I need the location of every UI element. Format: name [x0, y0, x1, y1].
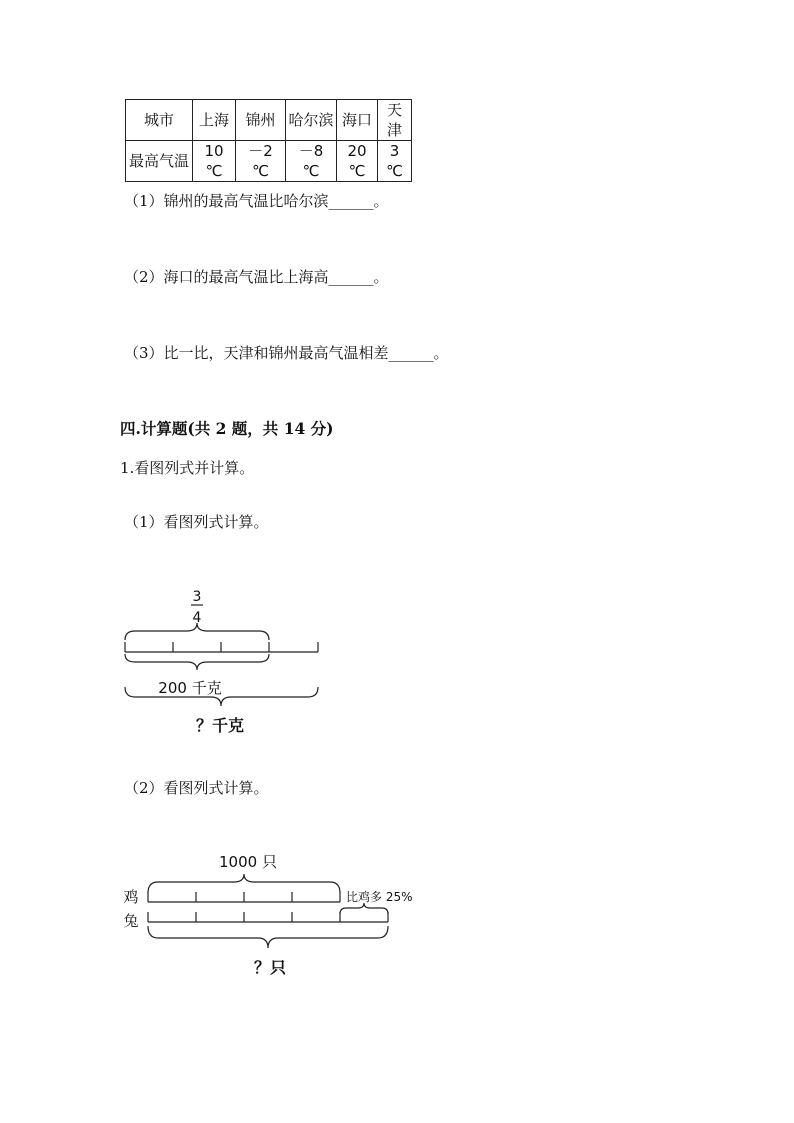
- table-cell: －2 ℃: [236, 141, 286, 182]
- sub-question-1: （1）看图列式计算。: [124, 513, 269, 531]
- table-cell: 10 ℃: [193, 141, 236, 182]
- chicken-row-label: 鸡: [123, 888, 139, 906]
- rabbit-total-brace: [148, 926, 388, 948]
- item-1-instruction: 1.看图列式并计算。: [120, 459, 255, 477]
- table-cell: －8 ℃: [286, 141, 337, 182]
- chicken-count-label: 1000 只: [219, 853, 277, 871]
- extra-brace: [340, 903, 388, 914]
- rabbit-total-label: ？只: [253, 958, 287, 977]
- total-label: ？千克: [195, 716, 245, 735]
- table-cell: 3 ℃: [378, 141, 412, 182]
- rabbit-row-label: 兔: [123, 912, 139, 930]
- question-1: （1）锦州的最高气温比哈尔滨______。: [124, 192, 389, 210]
- table-cell: 城市: [126, 100, 193, 141]
- table-cell: 20 ℃: [337, 141, 378, 182]
- table-cell: 海口: [337, 100, 378, 141]
- fraction-numerator: 3: [192, 589, 202, 605]
- sub-question-2: （2）看图列式计算。: [124, 779, 269, 797]
- part-label: 200 千克: [158, 679, 222, 697]
- fraction-denominator: 4: [192, 610, 202, 626]
- question-2: （2）海口的最高气温比上海高______。: [124, 268, 389, 286]
- table-cell: 锦州: [236, 100, 286, 141]
- question-3: （3）比一比，天津和锦州最高气温相差______。: [124, 344, 449, 362]
- table-cell: 天津: [378, 100, 412, 141]
- extra-percent-label: 比鸡多 25%: [346, 890, 413, 904]
- chicken-brace: [148, 874, 340, 893]
- part-brace: [125, 654, 269, 670]
- table-cell: 上海: [193, 100, 236, 141]
- table-cell: 最高气温: [126, 141, 193, 182]
- table-cell: 哈尔滨: [286, 100, 337, 141]
- section-title: 四.计算题(共 2 题，共 14 分): [120, 419, 334, 438]
